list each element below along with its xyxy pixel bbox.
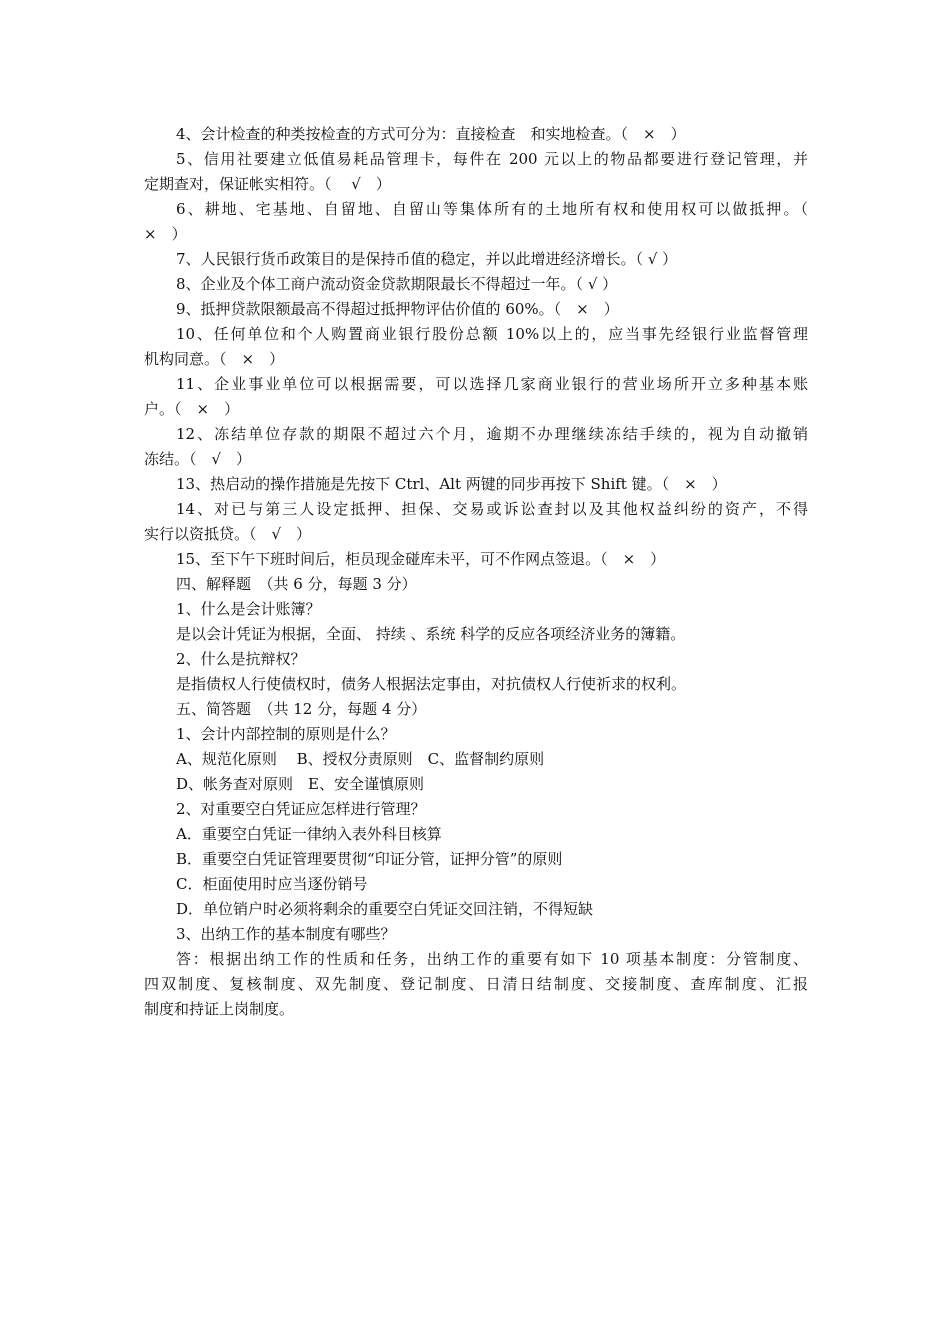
text-line: 6、耕地、宅基地、自留地、自留山等集体所有的土地所有权和使用权可以做抵押。（ [176,200,808,218]
text-line: × ） [144,225,187,243]
text-line: 2、什么是抗辩权？ [176,650,306,668]
text-line: A．重要空白凭证一律纳入表外科目核算 [176,825,442,843]
text-line: 3、出纳工作的基本制度有哪些？ [176,925,396,943]
text-line: 5、信用社要建立低值易耗品管理卡，每件在 200 元以上的物品都要进行登记管理，并 [176,150,808,168]
text-line: 2、对重要空白凭证应怎样进行管理？ [176,800,426,818]
text-line: 定期查对，保证帐实相符。（ √ ） [144,175,391,193]
document-page [144,122,808,1022]
text-line: 13、热启动的操作措施是先按下 Ctrl、Alt 两键的同步再按下 Shift 键。（ × ） [176,475,727,493]
text-line: 制度和持证上岗制度。 [144,1000,295,1018]
text-line: 是指债权人行使债权时，债务人根据法定事由，对抗债权人行使祈求的权利。 [176,675,687,693]
text-line: C．柜面使用时应当逐份销号 [176,875,368,893]
text-line: D、帐务查对原则 E、安全谨慎原则 [176,775,424,793]
text-line: 11、企业事业单位可以根据需要，可以选择几家商业银行的营业场所开立多种基本账 [176,375,808,393]
text-line: 四双制度、复核制度、双先制度、登记制度、日清日结制度、交接制度、查库制度、汇报 [144,975,808,993]
text-line: B．重要空白凭证管理要贯彻“印证分管，证押分管”的原则 [176,850,563,868]
text-line: 10、任何单位和个人购置商业银行股份总额 10%以上的，应当事先经银行业监督管理 [176,325,808,343]
text-line: 五、简答题 （共 12 分，每题 4 分） [176,700,427,718]
text-line: 冻结。（ √ ） [144,450,252,468]
text-line: 答：根据出纳工作的性质和任务，出纳工作的重要有如下 10 项基本制度：分管制度、 [176,950,808,968]
text-line: A、规范化原则 B、授权分责原则 C、监督制约原则 [176,750,545,768]
text-line: 4、会计检查的种类按检查的方式可分为：直接检查 和实地检查。（ × ） [176,125,686,143]
text-line: 实行以资抵贷。（ √ ） [144,525,312,543]
text-line: 14、对已与第三人设定抵押、担保、交易或诉讼查封以及其他权益纠纷的资产，不得 [176,500,808,518]
text-line: 7、人民银行货币政策目的是保持币值的稳定，并以此增进经济增长。（ √ ） [176,250,678,268]
text-line: 15、至下午下班时间后，柜员现金碰库未平，可不作网点签退。（ × ） [176,550,666,568]
text-line: 8、企业及个体工商户流动资金贷款期限最长不得超过一年。（ √ ） [176,275,618,293]
text-line: 四、解释题 （共 6 分，每题 3 分） [176,575,417,593]
text-line: 1、什么是会计账簿？ [176,600,321,618]
text-line: 12、冻结单位存款的期限不超过六个月，逾期不办理继续冻结手续的，视为自动撤销 [176,425,808,443]
text-line: 户。（ × ） [144,400,240,418]
text-line: 是以会计凭证为根据，全面、 持续 、系统 科学的反应各项经济业务的簿籍。 [176,625,686,643]
text-line: D．单位销户时必须将剩余的重要空白凭证交回注销，不得短缺 [176,900,594,918]
text-line: 机构同意。（ × ） [144,350,285,368]
text-line: 1、会计内部控制的原则是什么？ [176,725,396,743]
text-line: 9、抵押贷款限额最高不得超过抵押物评估价值的 60%。（ × ） [176,300,619,318]
